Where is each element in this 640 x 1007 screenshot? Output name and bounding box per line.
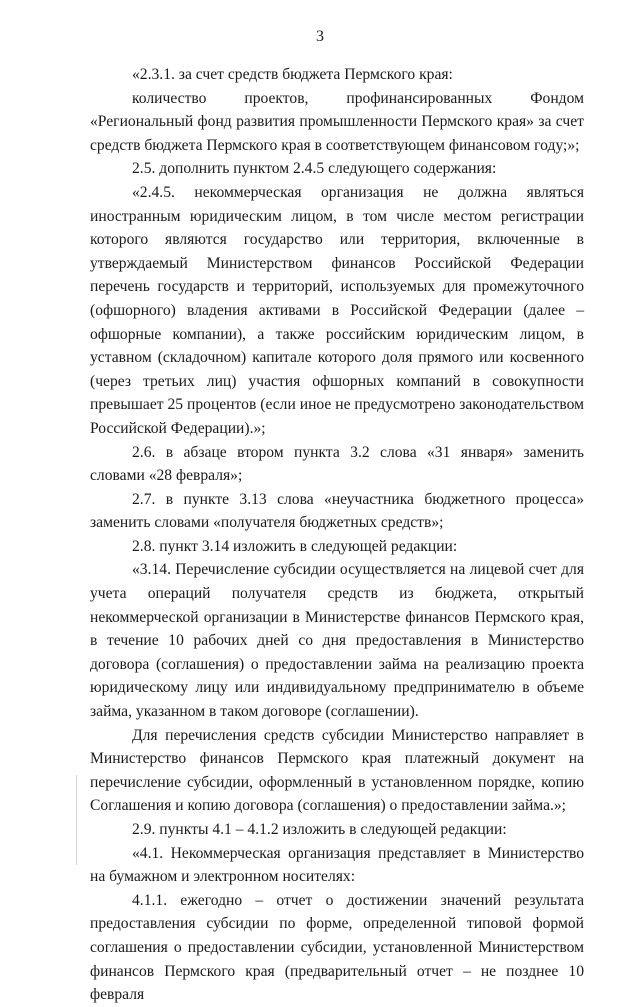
paragraph: «4.1. Некоммерческая организация представляет в Министерство на бумажном и электронном носителях:	[90, 844, 584, 886]
paragraph: «3.14. Перечисление субсидии осуществляется на лицевой счет для учета операций получателя средств из бюджета, открытый некоммерческой организации в Министерстве финансов Пермского края, в течение 10 рабочих дней со дня предоставления в Министерство договора (соглашения) о предоставлении займа на реализацию проекта юридическому лицу или индивидуальному предпринимателю в объеме займа, указанном в таком договоре (соглашении).	[90, 561, 584, 721]
page-number: 3	[316, 28, 324, 45]
paragraph: 2.8. пункт 3.14 изложить в следующей редакции:	[132, 537, 458, 555]
scan-margin-line	[76, 775, 77, 865]
document-body	[90, 63, 584, 1007]
paragraph: 4.1.1. ежегодно – отчет о достижении значений результата предоставления субсидии по форме, определенной типовой формой соглашения о предоставлении субсидии, установленной Министерством финансов Пермского края (предварительный отчет – не позднее 10 февраля	[90, 891, 584, 1004]
paragraph: 2.7. в пункте 3.13 слова «неучастника бюджетного процесса» заменить словами «получателя бюджетных средств»;	[90, 490, 584, 532]
paragraph: Для перечисления средств субсидии Министерство направляет в Министерство финансов Пермского края платежный документ на перечисление субсидии, оформленный в установленном порядке, копию Соглашения и копию договора (соглашения) о предоставлении займа.»;	[90, 726, 584, 815]
paragraph: «2.3.1. за счет средств бюджета Пермского края:	[132, 66, 453, 83]
paragraph: 2.5. дополнить пунктом 2.4.5 следующего содержания:	[132, 160, 497, 178]
paragraph: количество проектов, профинансированных Фондом «Региональный фонд развития промышленности Пермского края» за счет средств бюджета Пермского края в соответствующем финансовом году;»;	[90, 89, 584, 154]
paragraph: 2.9. пункты 4.1 – 4.1.2 изложить в следующей редакции:	[132, 821, 507, 838]
paragraph: 2.6. в абзаце втором пункта 3.2 слова «31 января» заменить словами «28 февраля»;	[90, 443, 584, 485]
paragraph: «2.4.5. некоммерческая организация не должна являться иностранным юридическим лицом, в том числе местом регистрации которого являются государство или территория, включенные в утверждаемый Министерством финансов Российской Федерации перечень государств и территорий, используемых для промежуточного (офшорного) владения активами в Российской Федерации (далее – офшорные компании), а также российским юридическим лицом, в уставном (складочном) капитале которого доля прямого или косвенного (через третьих лиц) участия офшорных компаний в совокупности превышает 25 процентов (если иное не предусмотрено законодательством Российской Федерации).»;	[90, 183, 584, 437]
